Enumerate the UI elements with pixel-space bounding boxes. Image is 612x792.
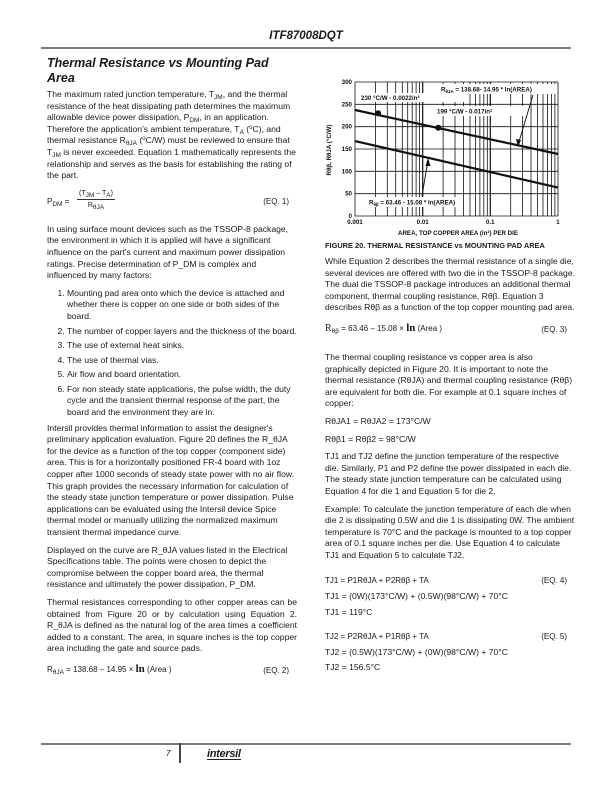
svg-text:0.1: 0.1 xyxy=(485,219,495,226)
list-item: 3. The use of external heat sinks. xyxy=(67,340,297,352)
svg-text:RθJA = 138.68- 14.95 * ln(AREA: $R_{\theta JA} = 138.68-$ 14.95 * ln(AREA) xyxy=(441,86,532,94)
example-rthja: RθJA1 = RθJA2 = 173°C/W xyxy=(325,415,431,426)
equation-1-label: (EQ. 1) xyxy=(263,196,289,206)
svg-text:0.001: 0.001 xyxy=(347,219,363,226)
equation-5: TJ2 = P2RθJA + P1Rθβ + TA (EQ. 5) xyxy=(325,631,567,641)
left-column xyxy=(47,56,297,687)
list-item: 4. The use of thermal vias. xyxy=(67,355,297,367)
page-number: 7 xyxy=(166,749,171,758)
data-point-017 xyxy=(435,125,441,131)
svg-text:100: 100 xyxy=(341,168,352,176)
svg-text:1: 1 xyxy=(556,219,560,226)
dual-die-paragraph: While Equation 2 describes the thermal resistance of a single die, several devices are offered with two die in the TSSOP-8 package. The dual die TSSOP-8 package introduces an additional thermal component, thermal coupling resistance, Rθβ. Equation 3 describes Rθβ as a function of the top copper mounting pad area. xyxy=(325,256,575,313)
svg-text:50: 50 xyxy=(345,190,352,198)
equation-5-result: TJ2 = 156.5°C xyxy=(325,662,381,673)
equation-3: $R_{\theta\beta} = 63.46 - 15.08 \times \ln$ (Area ) (EQ. 3) xyxy=(325,321,567,335)
equation-4-substitution: TJ1 = (0W)(173°C/W) + (0.5W)(98°C/W) + 70°C xyxy=(325,591,508,602)
right-column xyxy=(325,256,575,680)
svg-text:Rθβ, RθJA (°C/W): Rθβ, RθJA (°C/W) xyxy=(326,124,333,176)
figure-caption: FIGURE 20. THERMAL RESISTANCE vs MOUNTING PAD AREA xyxy=(325,241,545,250)
thermal-resistance-chart xyxy=(315,72,585,242)
svg-text:AREA, TOP COPPER AREA (in²) PE: AREA, TOP COPPER AREA (in²) PER DIE xyxy=(398,230,518,237)
svg-text:200: 200 xyxy=(341,123,352,131)
footer-divider xyxy=(179,743,181,763)
junction-temp-paragraph: TJ1 and TJ2 define the junction temperature of the respective die. Similarly, P1 and P2 define the power dissipated in each die. The steady state junction temperature can be calculated using Equation 4 for die 1 and Equation 5 for die 2. xyxy=(325,451,572,496)
list-item: 5. Air flow and board orientation. xyxy=(67,369,297,381)
equation-2: $R_{\theta JA} = 138.68 - 14.95 \times \ln$ (Area ) (EQ. 2) xyxy=(47,662,289,676)
list-item: 1. Mounting pad area onto which the device is attached and whether there is copper on one side or both sides of the board. xyxy=(67,288,297,323)
svg-text:0.01: 0.01 xyxy=(416,219,429,226)
svg-text:250: 250 xyxy=(341,101,352,109)
displayed-curve-paragraph: Displayed on the curve are R_θJA values listed in the Electrical Specifications table. The points were chosen to depict the compromise between the copper board area, the thermal resistance and ultimately the power dissipation, P_DM. xyxy=(47,544,288,590)
thermal-resistances-paragraph: Thermal resistances corresponding to other copper areas can be obtained from Figure 20 or by calculation using Equation 2. R_θJA is defined as the natural log of the area times a coefficient added to a constant. The area, in square inches is the top copper area including the gate and source pads. xyxy=(47,596,297,654)
example-paragraph: Example: To calculate the junction temperature of each die when die 2 is dissipating 0.5W and die 1 is dissipating 0W. The ambient temperature is 70°C and the package is mounted to a top copper area of 0.1 square inches per die. Use Equation 4 to calculate TJ1 and Equation 5 to calculate TJ2. xyxy=(325,503,575,560)
svg-text:300: 300 xyxy=(341,79,352,86)
surface-mount-paragraph: In using surface mount devices such as the TSSOP-8 package, the environment in which it is applied will have a significant influence on the part's current and maximum power dissipation ratings. Precise determination of P_DM is complex and influenced by many factors: xyxy=(47,223,289,281)
header-rule-full xyxy=(41,47,571,49)
intersil-thermal-paragraph: Intersil provides thermal information to assist the designer's preliminary application evaluation. Figure 20 defines the R_θJA for the device as a function of the top copper (component side) area. This is for a horizontally positioned FR-4 board with 1oz copper after 1000 seconds of steady state power with no air flow. This graph provides the necessary information for calculation of the steady state junction temperature or power dissipation. Pulse applications can be evaluated using the Intersil device Spice thermal model or manually utilizing the normalized maximum transient thermal impedance curve. xyxy=(47,422,294,537)
svg-text:Rθβ = 63.46 - 15.08 * ln(AREA): $R_{\theta\beta} = 63.46 - 15.08$ * ln(AREA) xyxy=(369,199,456,207)
section-title: Thermal Resistance vs Mounting Pad Area xyxy=(47,56,269,85)
intro-paragraph: The maximum rated junction temperature, $T_{JM}$, and the thermal resistance of the heat dissipating path determines the maximum allowable device power dissipation, $P_{DM}$, in an application. Therefore the application's ambient temperature, $T_A$ ($^o$C), and thermal resistance $R_{\theta JA}$ ($^o$C/W) must be reviewed to ensure that $T_{JM}$ is never exceeded. Equation 1 mathematically represents the relationship and serves as the basis for establishing the rating of the part. xyxy=(47,89,296,181)
svg-text:0: 0 xyxy=(348,213,352,220)
equation-3-label: (EQ. 3) xyxy=(541,324,567,334)
coupling-paragraph: The thermal coupling resistance vs copper area is also graphically depicted in Figure 20. It is important to note the thermal resistance (RθJA) and thermal coupling resistance (Rθβ) are equivalent for both die. For example at 0.1 square inches of copper: xyxy=(325,351,573,409)
equation-4-result: TJ1 = 119°C xyxy=(325,607,373,618)
list-item: 6. For non steady state applications, the pulse width, the duty cycle and the transient thermal response of the part, the board and the environment they are in. xyxy=(67,384,297,419)
document-header-title: ITF87008DQT xyxy=(269,30,343,42)
svg-text:199 °C/W - 0.017in²: 199 °C/W - 0.017in² xyxy=(437,108,493,116)
svg-text:150: 150 xyxy=(341,146,352,153)
data-point-0022 xyxy=(375,110,381,116)
equation-4-block xyxy=(325,575,575,618)
equation-5-substitution: TJ2 = (0.5W)(173°C/W) + (0W)(98°C/W) + 70°C xyxy=(325,646,508,657)
intersil-logo: intersil xyxy=(207,748,241,760)
svg-text:230 °C/W - 0.0022in²: 230 °C/W - 0.0022in² xyxy=(361,95,420,102)
equation-1: $P_{DM}$ = $(T_{JM} - T_A)$ $R_{\theta JA}$ (EQ. 1) xyxy=(47,189,289,212)
equation-2-label: (EQ. 2) xyxy=(263,665,289,675)
factor-list xyxy=(47,288,297,419)
list-item: 2. The number of copper layers and the thickness of the board. xyxy=(67,326,297,338)
example-rthb: Rθβ1 = Rθβ2 = 98°C/W xyxy=(325,433,416,444)
footer-rule xyxy=(41,743,571,745)
equation-4: TJ1 = P1RθJA + P2Rθβ + TA (EQ. 4) xyxy=(325,576,567,586)
equation-5-block xyxy=(325,631,575,674)
